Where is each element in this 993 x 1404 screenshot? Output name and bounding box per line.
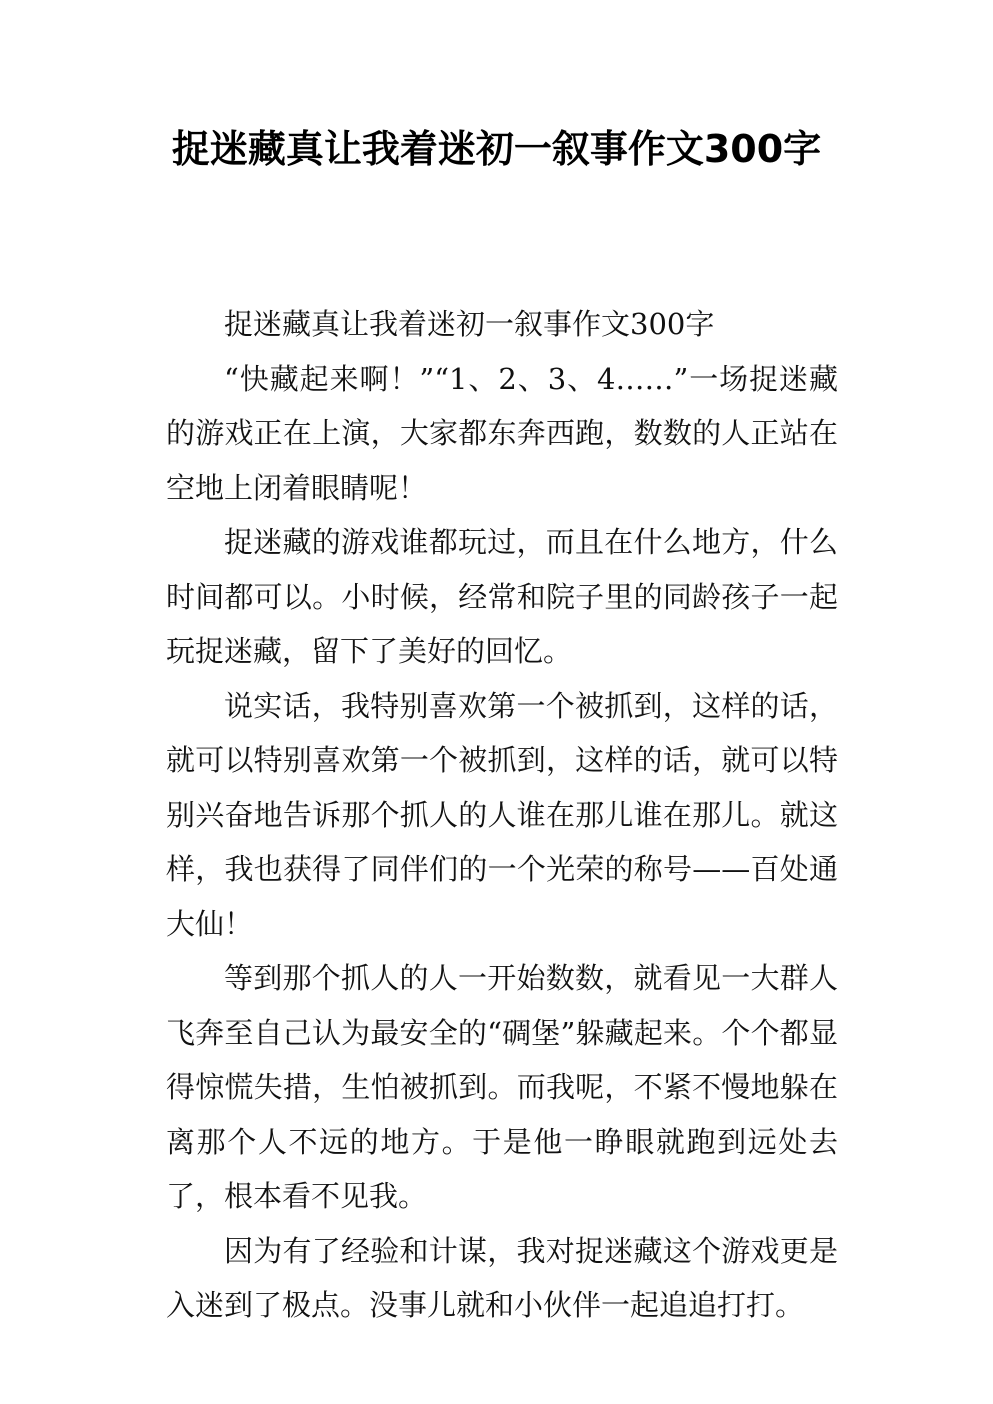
paragraph-3: 说实话，我特别喜欢第一个被抓到，这样的话，就可以特别喜欢第一个被抓到，这样的话，就可以特别兴奋地告诉那个抓人的人谁在那儿谁在那儿。就这样，我也获得了同伴们的一个光荣的称号——百处通大仙！: [166, 688, 838, 941]
document-body: [166, 297, 838, 1333]
paragraph-4: 等到那个抓人的人一开始数数，就看见一大群人飞奔至自己认为最安全的“碉堡”躲藏起来。个个都显得惊慌失措，生怕被抓到。而我呢，不紧不慢地躲在离那个人不远的地方。于是他一睁眼就跑到远处去了，根本看不见我。: [166, 961, 838, 1213]
paragraph-subtitle: 捉迷藏真让我着迷初一叙事作文300字: [224, 307, 715, 341]
paragraph-1: “快藏起来啊！”“1、2、3、4……”一场捉迷藏的游戏正在上演，大家都东奔西跑，数数的人正站在空地上闭着眼睛呢！: [166, 361, 838, 505]
paragraph-2: 捉迷藏的游戏谁都玩过，而且在什么地方，什么时间都可以。小时候，经常和院子里的同龄孩子一起玩捉迷藏，留下了美好的回忆。: [166, 525, 838, 668]
paragraph-5: 因为有了经验和计谋，我对捉迷藏这个游戏更是入迷到了极点。没事儿就和小伙伴一起追追打打。: [166, 1233, 838, 1322]
document-title: 捉迷藏真让我着迷初一叙事作文300字: [171, 127, 822, 171]
